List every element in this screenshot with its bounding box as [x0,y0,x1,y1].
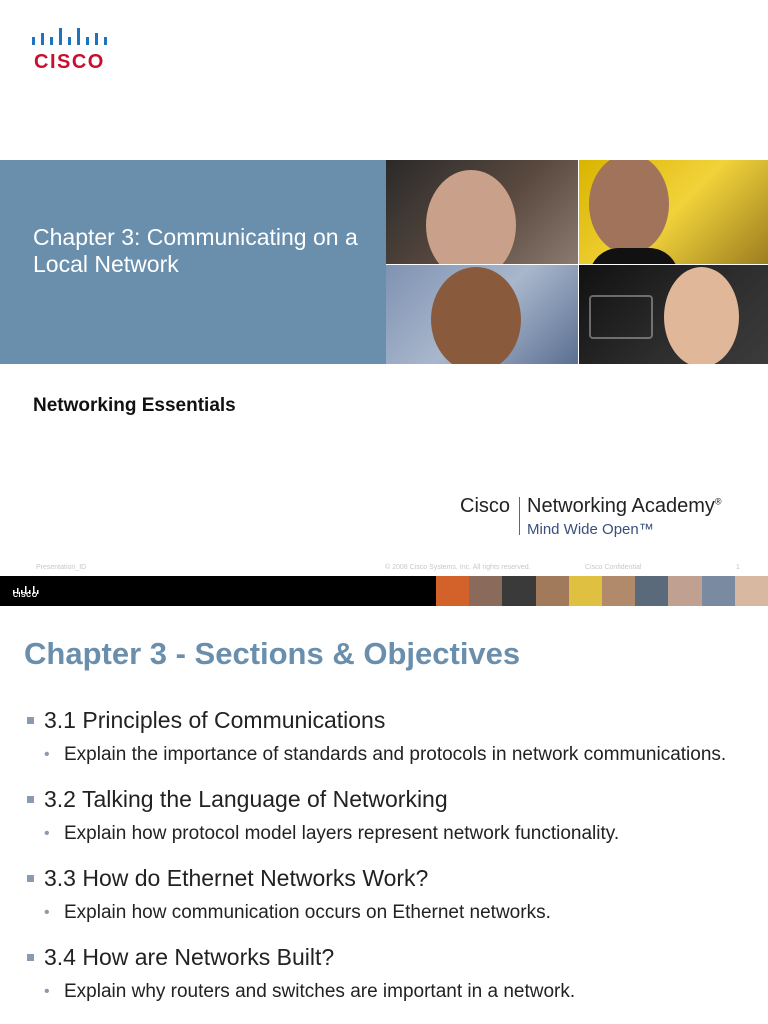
strip-photo-9 [702,576,735,606]
academy-name-text: Networking Academy [527,495,715,517]
photo-man-thinking [386,160,578,264]
strip-photo-4 [536,576,569,606]
strip-photo-8 [668,576,701,606]
registered-mark: ® [714,496,722,507]
cisco-bridge-icon [24,24,116,50]
section-item-3-1: 3.1 Principles of Communications [24,706,744,734]
academy-separator [519,497,520,535]
section-list [24,706,744,1004]
footer-confidential: Cisco Confidential [585,564,642,571]
footer-page-number: 1 [736,564,740,571]
strip-photo-6 [602,576,635,606]
strip-photo-7 [635,576,668,606]
objective-3-2: • Explain how protocol model layers represent network functionality. [24,822,744,846]
objective-3-1: • Explain the importance of standards and protocols in network communications. [24,743,744,767]
photo-strip [436,576,768,606]
objective-3-3: • Explain how communication occurs on Ethernet networks. [24,901,744,925]
slide-heading: Chapter 3 - Sections & Objectives [24,636,521,671]
photo-collage [386,160,768,364]
objectives-slide [0,576,768,1024]
strip-photo-5 [569,576,602,606]
cisco-wordmark: CISCO [34,51,105,73]
strip-photo-1 [436,576,469,606]
cisco-logo [24,24,116,74]
footer-presentation-id: Presentation_ID [36,564,87,571]
cisco-mini-logo [10,582,44,602]
strip-photo-3 [502,576,535,606]
section-item-3-2: 3.2 Talking the Language of Networking [24,785,744,813]
academy-name [527,495,722,518]
academy-cisco-text: Cisco [460,495,511,517]
title-band [0,160,386,364]
photo-young-man [579,160,768,264]
strip-photo-10 [735,576,768,606]
networking-academy-logo [460,495,750,545]
photo-young-woman [579,265,768,364]
strip-photo-2 [469,576,502,606]
footer-copyright: © 2008 Cisco Systems, Inc. All rights reserved. [385,564,531,571]
photo-smiling-man [386,265,578,364]
section-item-3-4: 3.4 How are Networks Built? [24,943,744,971]
cisco-mini-wordmark: CISCO [13,592,38,599]
slide-header-bar [0,576,768,606]
section-item-3-3: 3.3 How do Ethernet Networks Work? [24,864,744,892]
objective-3-4: • Explain why routers and switches are important in a network. [24,980,744,1004]
slide-title: Chapter 3: Communicating on a Local Network [33,224,358,277]
academy-tagline: Mind Wide Open™ [527,521,654,538]
slide-subtitle: Networking Essentials [33,395,236,416]
